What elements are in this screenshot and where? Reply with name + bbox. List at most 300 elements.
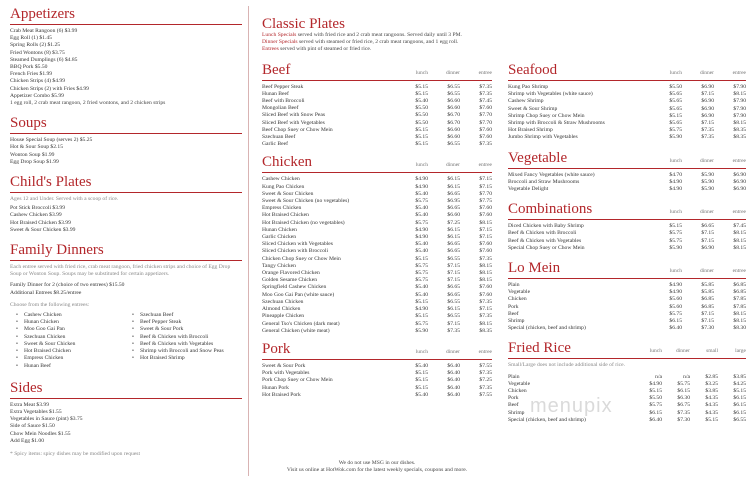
family-entree-right (126, 312, 242, 370)
vegetable-item-price-lunch: $4.90 (669, 178, 682, 185)
vegetable-item-price-entree: $6.90 (733, 186, 746, 193)
beef-item-price-dinner: $6.60 (447, 105, 460, 112)
chicken-item-price-dinner: $6.15 (447, 306, 460, 313)
chicken-item-price-dinner: $6.65 (447, 248, 460, 255)
pork-item-price-lunch: $5.40 (415, 391, 428, 398)
seafood-item-price-entree: $8.15 (733, 91, 746, 98)
beef-item-price-dinner: $6.55 (447, 83, 460, 90)
pork-col-lunch: lunch (415, 348, 428, 355)
beef-item (262, 112, 492, 119)
combinations-item-price-dinner: $7.15 (701, 237, 714, 244)
sides-note: * Spicy items: spicy dishes may be modified upon request (10, 450, 141, 457)
left-column (10, 0, 242, 458)
chicken-item-name: Almond Chicken (262, 306, 301, 313)
chicken-item-price-dinner: $7.15 (447, 320, 460, 327)
family-entree-lists (10, 312, 242, 370)
chicken-item-price-lunch: $5.40 (415, 205, 428, 212)
chicken-item-price-entree: $7.60 (479, 248, 492, 255)
combinations-item-price-lunch: $5.75 (669, 230, 682, 237)
beef-col-dinner: dinner (445, 69, 460, 76)
combinations-rule (508, 219, 746, 220)
beef-item (262, 120, 492, 127)
friedrice-item-price-large: $4.25 (733, 380, 746, 387)
beef-col-lunch: lunch (415, 69, 428, 76)
family-entree: • Hunan Chicken (10, 319, 126, 326)
lomein-item-name: Shrimp (508, 318, 525, 325)
family-entree: • Hot Braised Shrimp (126, 355, 242, 362)
childs-list (10, 205, 242, 234)
chicken-item-price-lunch: $5.75 (415, 219, 428, 226)
seafood-col-entree: entree (732, 70, 746, 76)
pork-item-price-dinner: $6.40 (447, 391, 460, 398)
seafood-item-price-dinner: $6.90 (701, 98, 714, 105)
chicken-item-price-dinner: $6.55 (447, 298, 460, 305)
seafood-item-price-entree: $8.35 (733, 134, 746, 141)
seafood-column-labels (650, 70, 746, 76)
friedrice-rule (508, 358, 746, 359)
chicken-rule (262, 172, 492, 173)
classic-line3-label: Entrees (262, 46, 279, 53)
beef-item-price-lunch: $5.15 (415, 83, 428, 90)
friedrice-item-price-lunch: n/a (655, 373, 662, 380)
chicken-item (262, 184, 492, 191)
beef-item-price-entree: $7.60 (479, 134, 492, 141)
beef-item-price-lunch: $5.50 (415, 112, 428, 119)
friedrice-item-price-dinner: $5.75 (677, 380, 690, 387)
beef-rule (262, 80, 492, 81)
lomein-section (508, 260, 746, 332)
chicken-item-price-lunch: $4.90 (415, 226, 428, 233)
combinations-item (508, 230, 746, 237)
chicken-item-price-entree: $7.15 (479, 183, 492, 190)
vegetable-item-price-dinner: $5.90 (701, 186, 714, 193)
friedrice-item-price-dinner: $6.30 (677, 395, 690, 402)
soups-title: Soups (10, 115, 47, 132)
friedrice-item-price-dinner: n/a (683, 373, 690, 380)
right-column (508, 0, 746, 424)
chicken-header (262, 154, 492, 170)
chicken-col-entree: entree (478, 162, 492, 169)
friedrice-item-price-small: $2.85 (705, 373, 718, 380)
combinations-item-name: Special Chop Suey or Chow Mein (508, 244, 585, 251)
chicken-item-price-dinner: $7.15 (447, 270, 460, 277)
seafood-item-price-entree: $8.35 (733, 127, 746, 134)
seafood-item-price-entree: $8.15 (733, 120, 746, 127)
beef-item-price-entree: $7.70 (479, 112, 492, 119)
combinations-col-lunch: lunch (669, 209, 682, 216)
family-entree: • Beef & Chicken with Vegetables (126, 341, 242, 348)
column-divider (248, 6, 249, 476)
beef-item-price-lunch: $5.15 (415, 126, 428, 133)
chicken-item-name: Cashew Chicken (262, 176, 300, 183)
vegetable-item-name: Broccoli and Straw Mushrooms (508, 178, 580, 185)
vegetable-item-price-lunch: $4.90 (669, 186, 682, 193)
pork-item-name: Hunan Pork (262, 384, 289, 391)
seafood-item (508, 98, 746, 105)
pork-item-price-lunch: $5.15 (415, 384, 428, 391)
seafood-item-name: Hot Braised Shrimp (508, 127, 553, 134)
beef-item-price-lunch: $5.50 (415, 119, 428, 126)
chicken-item-name: Hot Braised Chicken (no vegetables) (262, 219, 345, 226)
lomein-item (508, 296, 746, 303)
lomein-rule (508, 278, 746, 279)
lomein-item-name: Pork (508, 303, 519, 310)
chicken-item (262, 176, 492, 183)
pork-column-labels (396, 349, 492, 355)
lomein-column-labels (650, 268, 746, 274)
lomein-item-price-lunch: $6.40 (669, 325, 682, 332)
seafood-item-price-dinner: $6.90 (701, 112, 714, 119)
pork-item (262, 385, 492, 392)
seafood-rule (508, 80, 746, 81)
seafood-item-price-lunch: $5.75 (669, 127, 682, 134)
chicken-item-price-entree: $7.75 (479, 198, 492, 205)
soups-list (10, 137, 242, 166)
friedrice-col-dinner: dinner (675, 348, 690, 355)
friedrice-item-price-large: $6.15 (733, 402, 746, 409)
seafood-item-price-lunch: $5.65 (669, 120, 682, 127)
chicken-item-price-dinner: $7.15 (447, 262, 460, 269)
friedrice-item-name: Plain (508, 373, 520, 380)
chicken-item-price-dinner: $6.65 (447, 190, 460, 197)
friedrice-item-name: Special (chicken, beef and shrimp) (508, 416, 586, 423)
lomein-item (508, 304, 746, 311)
chicken-item-price-lunch: $5.40 (415, 212, 428, 219)
side-item: Vegetables in Sauce (pint) $3.75 (10, 416, 83, 423)
appetizer-item: BBQ Pork $5.50 (10, 64, 48, 71)
vegetable-item-price-entree: $6.90 (733, 171, 746, 178)
chicken-item-price-dinner: $6.15 (447, 176, 460, 183)
childs-item: Cashew Chicken $3.99 (10, 212, 62, 219)
chicken-item-name: Orange Flavored Chicken (262, 270, 320, 277)
friedrice-item-price-small: $4.35 (705, 402, 718, 409)
classic-line1-text: served with fried rice and 2 crab meat rangoons. Served daily until 3 PM. (296, 32, 462, 38)
vegetable-item-price-dinner: $5.90 (701, 171, 714, 178)
beef-item-price-entree: $7.35 (479, 83, 492, 90)
seafood-title: Seafood (508, 62, 558, 78)
combinations-item-price-dinner: $6.90 (701, 244, 714, 251)
footer-visit: Visit us online at HotWok.com for the latest weekly specials, coupons and more. (286, 467, 468, 474)
chicken-item-price-entree: $7.35 (479, 298, 492, 305)
chicken-item-price-lunch: $5.75 (415, 277, 428, 284)
chicken-item-name: Springfield Cashew Chicken (262, 284, 327, 291)
seafood-item-name: Cashew Shrimp (508, 98, 544, 105)
combinations-item-price-lunch: $5.75 (669, 237, 682, 244)
appetizer-item: Fried Wontons (8) $3.75 (10, 49, 65, 56)
seafood-col-lunch: lunch (669, 70, 682, 76)
appetizer-item: Spring Rolls (2) $1.25 (10, 42, 61, 49)
chicken-item-price-entree: $7.60 (479, 241, 492, 248)
pork-item-name: Pork with Vegetables (262, 370, 310, 377)
vegetable-item-name: Vegetable Delight (508, 186, 549, 193)
pork-item-price-entree: $7.35 (479, 370, 492, 377)
side-item: Chow Mein Noodles $1.55 (10, 430, 71, 437)
chicken-item-price-lunch: $4.90 (415, 306, 428, 313)
beef-item-name: Sliced Beef with Snow Peas (262, 112, 326, 119)
beef-item-price-entree: $7.45 (479, 98, 492, 105)
vegetable-item (508, 172, 746, 179)
combinations-item-price-entree: $8.15 (733, 230, 746, 237)
friedrice-item-name: Pork (508, 395, 519, 402)
beef-item (262, 141, 492, 148)
beef-item-name: Sliced Beef with Vegetables (262, 119, 325, 126)
combinations-col-entree: entree (732, 209, 746, 216)
chicken-item-price-entree: $7.15 (479, 234, 492, 241)
sides-list (10, 402, 242, 445)
seafood-item-name: Shrimp Chop Suey or Chow Mein (508, 112, 585, 119)
family-entree: • Beef & Chicken with Broccoli (126, 334, 242, 341)
chicken-item-name: Sweet & Sour Chicken (no vegetables) (262, 198, 350, 205)
chicken-item-price-lunch: $5.75 (415, 320, 428, 327)
footer-msg: We do not use MSG in our dishes. (338, 460, 416, 466)
friedrice-item-price-small: $5.15 (705, 416, 718, 423)
friedrice-col-large: large (735, 348, 746, 355)
family-item: Additional Entrees $8.25/entree (10, 289, 82, 296)
pork-item (262, 377, 492, 384)
appetizers-list (10, 28, 242, 100)
chicken-item-name: General Tso's Chicken (dark meat) (262, 320, 340, 327)
beef-item-price-dinner: $6.70 (447, 119, 460, 126)
pork-item-price-dinner: $6.40 (447, 377, 460, 384)
chicken-item-name: Pineapple Chicken (262, 313, 305, 320)
classic-line3 (262, 46, 492, 53)
seafood-item-price-dinner: $7.15 (701, 91, 714, 98)
lomein-item-price-dinner: $5.85 (701, 282, 714, 289)
family-entree: • Empress Chicken (10, 355, 126, 362)
chicken-item-price-lunch: $5.15 (415, 313, 428, 320)
friedrice-item-price-dinner: $7.30 (677, 416, 690, 423)
chicken-item-name: Golden Sesame Chicken (262, 277, 317, 284)
pork-title: Pork (262, 340, 291, 357)
friedrice-header (508, 340, 746, 356)
vegetable-item (508, 179, 746, 186)
chicken-item (262, 248, 492, 255)
seafood-item-price-dinner: $7.15 (701, 120, 714, 127)
friedrice-item-price-large: $6.15 (733, 395, 746, 402)
chicken-item-price-entree: $8.15 (479, 270, 492, 277)
beef-item-price-lunch: $5.15 (415, 141, 428, 148)
seafood-item (508, 106, 746, 113)
seafood-item-name: Kung Pao Shrimp (508, 84, 549, 90)
family-entree: • Sweet & Sour Chicken (10, 341, 126, 348)
combinations-item-name: Beef & Chicken with Broccoli (508, 230, 577, 237)
combinations-item-price-entree: $8.15 (733, 237, 746, 244)
friedrice-col-lunch: lunch (649, 348, 662, 355)
beef-section (262, 62, 492, 149)
chicken-item-price-entree: $7.35 (479, 313, 492, 320)
vegetable-col-entree: entree (732, 157, 746, 164)
combinations-item-price-entree: $7.45 (733, 223, 746, 230)
chicken-item-price-lunch: $5.15 (415, 298, 428, 305)
lomein-item-price-lunch: $5.60 (669, 303, 682, 310)
beef-item-price-dinner: $6.60 (447, 126, 460, 133)
pork-item-price-lunch: $5.40 (415, 362, 428, 369)
combinations-section (508, 201, 746, 252)
sides-title: Sides (10, 379, 43, 396)
pork-item (262, 392, 492, 399)
chicken-item (262, 256, 492, 263)
middle-column (262, 0, 492, 399)
soup-item: House Special Soup (serves 2) $5.25 (10, 137, 93, 144)
chicken-item-price-dinner: $7.25 (447, 219, 460, 226)
beef-item-price-lunch: $5.40 (415, 98, 428, 105)
friedrice-item-name: Vegetable (508, 380, 531, 387)
chicken-item-price-entree: $8.15 (479, 320, 492, 327)
beef-item (262, 91, 492, 98)
chicken-item-price-entree: $7.60 (479, 205, 492, 212)
lomein-item-price-entree: $7.85 (733, 296, 746, 303)
chicken-item-price-dinner: $6.55 (447, 313, 460, 320)
chicken-item-name: General Chicken (white meat) (262, 327, 330, 334)
soups-rule (10, 133, 242, 134)
pork-item-price-entree: $7.25 (479, 377, 492, 384)
chicken-item-price-entree: $7.15 (479, 176, 492, 183)
lomein-col-entree: entree (732, 268, 746, 275)
appetizer-item: French Fries $1.99 (10, 71, 53, 78)
seafood-col-dinner: dinner (699, 70, 714, 76)
lomein-item-price-lunch: $4.90 (669, 289, 682, 296)
beef-item-name: Szechuan Beef (262, 134, 296, 141)
seafood-item (508, 113, 746, 120)
side-item: Extra Meat $3.99 (10, 401, 49, 408)
chicken-title: Chicken (262, 154, 312, 171)
family-entree: • Hot Braised Chicken (10, 348, 126, 355)
beef-col-entree: entree (478, 69, 492, 76)
chicken-item-price-dinner: $7.35 (447, 327, 460, 334)
family-entree: • Szechuan Beef (126, 312, 242, 319)
chicken-item-price-entree: $8.15 (479, 277, 492, 284)
beef-item-price-dinner: $6.55 (447, 90, 460, 97)
family-rule (10, 260, 242, 261)
friedrice-item-price-small: $4.35 (705, 409, 718, 416)
beef-item-price-lunch: $5.15 (415, 134, 428, 141)
family-item: Family Dinner for 2 (choice of two entrees) $15.50 (10, 282, 125, 289)
family-entree: • Szechuan Chicken (10, 334, 126, 341)
pork-item-name: Pork Chop Suey or Chow Mein (262, 377, 333, 384)
chicken-item-price-dinner: $7.15 (447, 277, 460, 284)
seafood-item-price-entree: $7.90 (733, 84, 746, 90)
seafood-item-price-lunch: $5.65 (669, 98, 682, 105)
vegetable-column-labels (650, 158, 746, 164)
friedrice-item-price-large: $6.15 (733, 409, 746, 416)
chicken-section (262, 154, 492, 334)
vegetable-header (508, 150, 746, 166)
soup-item: Hot & Sour Soup $2.15 (10, 144, 63, 151)
vegetable-section (508, 150, 746, 194)
friedrice-item-price-large: $5.15 (733, 388, 746, 395)
chicken-item-price-entree: $7.15 (479, 306, 492, 313)
beef-item-price-dinner: $6.70 (447, 112, 460, 119)
chicken-item-price-entree: $8.15 (479, 219, 492, 226)
chicken-item-price-lunch: $4.90 (415, 183, 428, 190)
soup-item: Wonton Soup $1.99 (10, 151, 55, 158)
chicken-item-price-dinner: $6.65 (447, 291, 460, 298)
vegetable-col-dinner: dinner (699, 157, 714, 164)
seafood-item-price-lunch: $5.65 (669, 105, 682, 112)
chicken-item-price-lunch: $4.90 (415, 176, 428, 183)
beef-item-name: Hunan Beef (262, 90, 289, 97)
appetizer-item: Crab Meat Rangoon (6) $3.99 (10, 28, 78, 34)
pork-item-price-dinner: $6.40 (447, 362, 460, 369)
combinations-header (508, 201, 746, 217)
seafood-item-price-lunch: $5.50 (669, 84, 682, 90)
chicken-item-price-dinner: $6.15 (447, 234, 460, 241)
chicken-item-name: Garlic Chicken (262, 234, 297, 241)
lomein-col-lunch: lunch (669, 268, 682, 275)
combinations-item-name: Diced Chicken with Baby Shrimp (508, 223, 584, 230)
chicken-item-price-dinner: $6.55 (447, 255, 460, 262)
combinations-item-name: Beef & Chicken with Vegetables (508, 237, 582, 244)
family-title: Family Dinners (10, 242, 104, 259)
chicken-item-price-lunch: $5.40 (415, 284, 428, 291)
family-entree: • Beef Pepper Steak (126, 319, 242, 326)
seafood-item-price-dinner: $6.90 (701, 84, 714, 90)
chicken-item (262, 321, 492, 328)
chicken-item-name: Sliced Chicken with Broccoli (262, 248, 329, 255)
seafood-item-price-entree: $7.90 (733, 112, 746, 119)
beef-item (262, 127, 492, 134)
combinations-column-labels (650, 209, 746, 215)
chicken-item-price-lunch: $5.15 (415, 255, 428, 262)
beef-item-price-entree: $7.70 (479, 119, 492, 126)
pork-item-price-entree: $7.55 (479, 391, 492, 398)
chicken-col-lunch: lunch (415, 162, 428, 169)
vegetable-title: Vegetable (508, 149, 568, 166)
friedrice-item-price-small: $3.85 (705, 388, 718, 395)
chicken-item (262, 191, 492, 198)
friedrice-item-price-lunch: $6.40 (649, 416, 662, 423)
lomein-item-price-lunch: $5.60 (669, 296, 682, 303)
vegetable-item (508, 186, 746, 193)
combinations-col-dinner: dinner (699, 209, 714, 216)
vegetable-col-lunch: lunch (669, 157, 682, 164)
lomein-item-name: Special (chicken, beef and shrimp) (508, 325, 586, 332)
lomein-item-price-lunch: $6.15 (669, 318, 682, 325)
chicken-item (262, 212, 492, 219)
chicken-item (262, 313, 492, 320)
lomein-item-price-lunch: $4.90 (669, 282, 682, 289)
friedrice-item-price-lunch: $5.50 (649, 395, 662, 402)
classic-line1-label: Lunch Specials (262, 32, 297, 38)
friedrice-item (508, 381, 746, 388)
chicken-item-price-dinner: $6.65 (447, 241, 460, 248)
pork-col-entree: entree (478, 348, 492, 355)
friedrice-item-price-large: $6.55 (733, 416, 746, 423)
side-item: Add Egg $1.00 (10, 437, 45, 444)
combinations-item-price-lunch: $5.90 (669, 244, 682, 251)
chicken-item-name: Moo Goo Gai Pan (white sauce) (262, 291, 335, 298)
beef-title: Beef (262, 61, 291, 78)
friedrice-column-labels (634, 348, 746, 354)
vegetable-rule (508, 168, 746, 169)
seafood-section (508, 62, 746, 142)
chicken-item-price-lunch: $5.40 (415, 291, 428, 298)
family-entree-left (10, 312, 126, 370)
childs-item: Sweet & Sour Chicken $3.99 (10, 226, 76, 233)
lomein-item-price-dinner: $7.15 (701, 318, 714, 325)
footer (262, 460, 492, 474)
pork-item-price-dinner: $6.40 (447, 370, 460, 377)
seafood-item-name: Shrimp with Broccoli & Straw Mushrooms (508, 120, 605, 127)
seafood-item-price-dinner: $7.35 (701, 134, 714, 141)
appetizers-note: 1 egg roll, 2 crab meat rangoon, 2 fried wontons, and 2 chicken strips (10, 100, 166, 107)
beef-item-price-lunch: $5.15 (415, 90, 428, 97)
combinations-item (508, 238, 746, 245)
lomein-item-price-dinner: $7.30 (701, 325, 714, 332)
family-entree: • Sweet & Sour Pork (126, 326, 242, 333)
seafood-item-price-entree: $7.90 (733, 98, 746, 105)
beef-item (262, 84, 492, 91)
